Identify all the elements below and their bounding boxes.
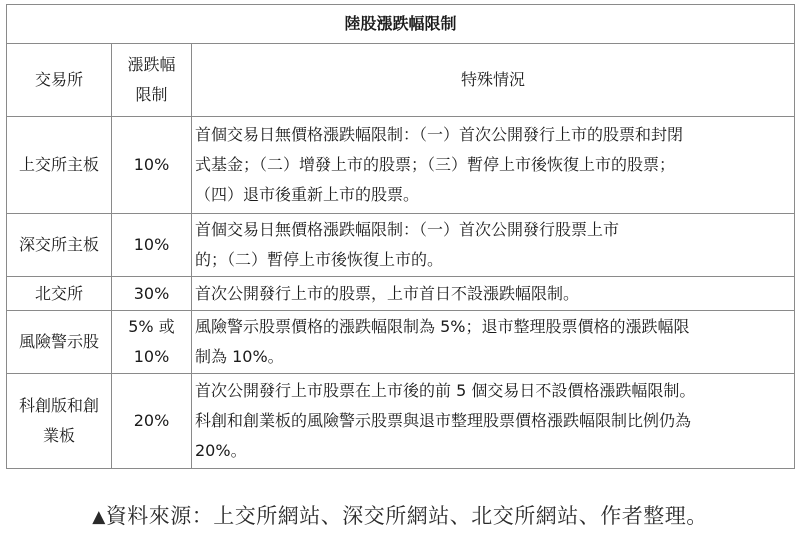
cell-special <box>192 214 795 277</box>
special-line: 首個交易日無價格漲跌幅限制：（一）首次公開發行股票上市 <box>195 220 620 239</box>
table-title-row <box>7 5 795 44</box>
special-line: 科創和創業板的風險警示股票與退市整理股票價格漲跌幅限制比例仍為 <box>195 411 692 430</box>
cell-limit: 10% <box>112 117 192 214</box>
table-row <box>7 117 795 214</box>
special-line: 制為 10%。 <box>195 347 284 366</box>
header-limit-line1: 漲跌幅 <box>127 55 176 74</box>
cell-special <box>192 311 795 374</box>
limit-line: 5% 或 <box>128 317 175 336</box>
limit-table-container <box>6 4 794 469</box>
table-row <box>7 214 795 277</box>
table-row <box>7 277 795 311</box>
price-limit-table <box>6 4 795 469</box>
cell-exchange: 上交所主板 <box>7 117 112 214</box>
special-line: （四）退市後重新上市的股票。 <box>195 185 420 204</box>
limit-line: 10% <box>133 347 170 366</box>
header-exchange: 交易所 <box>7 44 112 117</box>
table-title: 陸股漲跌幅限制 <box>7 5 795 44</box>
special-line: 式基金；（二）增發上市的股票；（三）暫停上市後恢復上市的股票； <box>195 155 676 174</box>
header-limit <box>112 44 192 117</box>
table-row <box>7 311 795 374</box>
special-line: 的；（二）暫停上市後恢復上市的。 <box>195 250 444 269</box>
cell-limit: 10% <box>112 214 192 277</box>
exchange-line: 科創版和創 <box>18 396 99 415</box>
header-special: 特殊情況 <box>192 44 795 117</box>
cell-special <box>192 374 795 469</box>
source-caption <box>0 500 800 530</box>
special-line: 風險警示股票價格的漲跌幅限制為 5%；退市整理股票價格的漲跌幅限 <box>195 317 690 336</box>
triangle-marker-icon: ▲ <box>92 507 106 527</box>
special-line: 首次公開發行上市股票在上市後的前 5 個交易日不設價格漲跌幅限制。 <box>195 381 696 400</box>
cell-exchange: 北交所 <box>7 277 112 311</box>
special-line: 首次公開發行上市的股票，上市首日不設漲跌幅限制。 <box>195 283 580 303</box>
table-header-row <box>7 44 795 117</box>
cell-limit: 30% <box>112 277 192 311</box>
cell-special <box>192 117 795 214</box>
cell-exchange: 風險警示股 <box>7 311 112 374</box>
cell-limit <box>112 311 192 374</box>
cell-special <box>192 277 795 311</box>
header-limit-line2: 限制 <box>135 85 168 104</box>
exchange-line: 業板 <box>42 426 75 445</box>
cell-exchange: 深交所主板 <box>7 214 112 277</box>
cell-exchange <box>7 374 112 469</box>
source-text: 資料來源：上交所網站、深交所網站、北交所網站、作者整理。 <box>105 504 708 528</box>
cell-limit: 20% <box>112 374 192 469</box>
special-line: 20%。 <box>195 441 247 460</box>
table-row <box>7 374 795 469</box>
special-line: 首個交易日無價格漲跌幅限制：（一）首次公開發行上市的股票和封閉 <box>195 125 684 144</box>
